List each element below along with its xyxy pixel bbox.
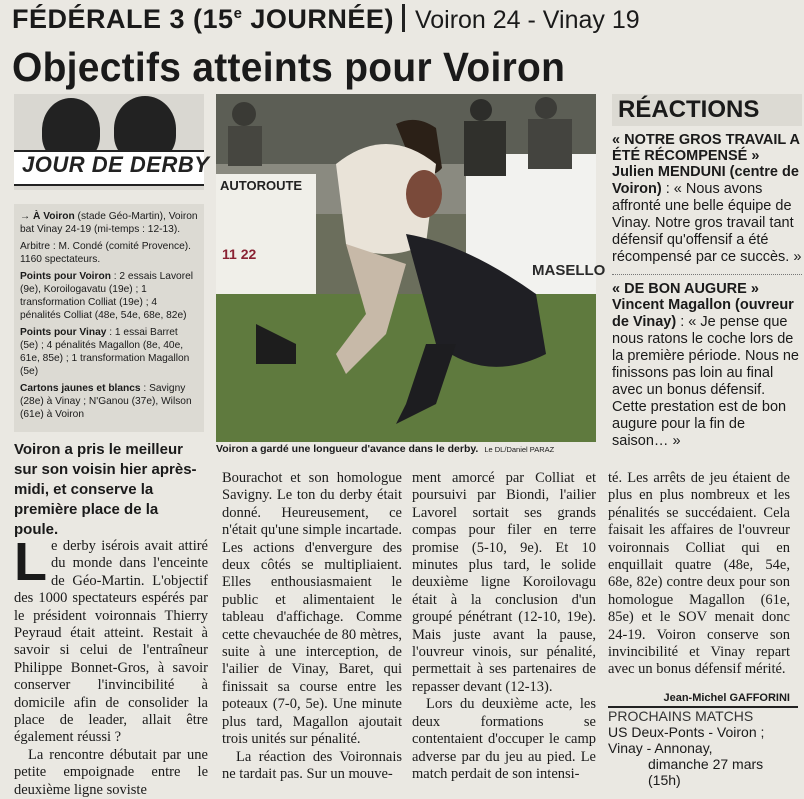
caption-text: Voiron a gardé une longueur d'avance dans le derby. xyxy=(216,443,479,455)
reaction-1-quote: « NOTRE GROS TRAVAIL A ÉTÉ RÉCOMPENSÉ » xyxy=(612,132,800,164)
derby-logo xyxy=(14,94,210,190)
paragraph: Lors du deuxième acte, les deux formations se contentaient d'occuper le camp adverse par du jeu au pied. Le match perdait de son intensi- xyxy=(412,696,596,782)
next-match-1: US Deux-Ponts - Voiron ; xyxy=(608,724,765,740)
points-voiron: Points pour Voiron : 2 essais Lavorel (9e), Koroilogavatu (19e) ; 1 transformation Colliat (19e) ; 4 pénalités Colliat (48e, 54e, 68e, 82e) xyxy=(20,271,194,321)
paragraph: Bourachot et son homologue Savigny. Le ton du derby était donné. Heureusement, ce n'était qu'une simple incartade. Les actions d'envergure des deux côtés se multipliaient. Elles enthousiasmaient le public et alimentaient le tableau d'affichage. Comme cette chevauchée de 80 mètres, suite à une interception, de l'ailier de Vinay, Baret, qui finissait sa course entre les poteaux (7-0, 5e). Une minute plus tard, Magallon ajoutait trois unités sur pénalité. xyxy=(222,470,402,748)
article-kicker xyxy=(12,4,802,44)
next-match-2: Vinay - Annonay, xyxy=(608,740,713,756)
spectators: 1160 spectateurs. xyxy=(20,254,101,265)
points-vinay: Points pour Vinay : 1 essai Barret (5e) ; 4 pénalités Magallon (8e, 40e, 61e, 85e) ; 1 transformation Magallon (5e) xyxy=(20,327,190,377)
author-signature: Jean-Michel GAFFORINI xyxy=(663,692,790,704)
drop-cap: L xyxy=(14,532,47,592)
reactions-box xyxy=(612,94,802,450)
match-info-box xyxy=(14,204,204,432)
reactions-divider xyxy=(612,274,802,275)
paragraph: La rencontre débutait par une petite empoignade entre le deuxième ligne soviste xyxy=(14,746,208,798)
match-photo xyxy=(216,94,606,442)
photo-caption xyxy=(216,443,596,455)
sponsor-sign-number: 11 22 xyxy=(222,246,257,262)
article-column-4 xyxy=(608,470,790,679)
sponsor-sign-autoroute: AUTOROUTE xyxy=(220,178,303,193)
competition-label: FÉDÉRALE 3 (15e JOURNÉE) xyxy=(12,4,394,34)
reactions-title: RÉACTIONS xyxy=(612,94,802,126)
paragraph: té. Les arrêts de jeu étaient de plus en plus nombreux et les pénalités se succédaient. Cela faisait les affaires de l'ouvreur voironnais Colliat qui en enquillait quatre (48e, 54e, 68e, 82e) contre deux pour son homologue Magallon (61e, 85e) et le SOV menait donc 24-19. Voiron conserve son invincibilité et Vinay repart avec un bonus défensif mérité. xyxy=(608,470,790,678)
reaction-2: Vincent Magallon (ouvreur de Vinay) : « Je pense que nous ratons le coche lors de la première période. Nous ne finissons pas loin au final avec un bonus défensif. Cette prestation est de bon augure pour la fin de saison… » xyxy=(612,297,799,449)
article-lead: Voiron a pris le meilleur sur son voisin hier après-midi, et conserve la première place de la poule. xyxy=(14,441,197,538)
next-match-date: dimanche 27 mars (15h) xyxy=(648,756,764,788)
kicker-divider xyxy=(402,4,405,32)
match-score-label: Voiron 24 - Vinay 19 xyxy=(414,6,640,34)
referee: Arbitre : M. Condé (comité Provence). xyxy=(20,241,191,252)
article-column-3 xyxy=(412,470,596,783)
photo-credit: Le DL/Daniel PARAZ xyxy=(484,445,555,454)
derby-logo-text: JOUR DE DERBY xyxy=(22,152,210,177)
article-column-1: Le derby isérois avait attiré du monde dans l'enceinte de Géo-Martin. L'objectif des 1000 spectateurs espérés par le président voironnais Thierry Peyraud était atteint. Restait à savoir si celui de l'entraîneur Philippe Bonnet-Gros, à savoir conserver l'invincibilité à domicile afin de consolider la place de leader, allait être également réussi ? La rencontre débutait par une petite empoignade entre le deuxième ligne soviste xyxy=(14,532,208,798)
paragraph: ment amorcé par Colliat et poursuivi par Biondi, l'ailier Lavorel sortait ses grands compas pour filer en terre promise (5-10, 9e). Et 10 minutes plus tard, le solide deuxième ligne Koroilovagu était à la conclusion d'un groupé pénétrant (12-10, 19e). Mais juste avant la pause, l'ouvreur vinois, sur pénalité, permettait à ses partenaires de repasser devant (12-13). xyxy=(412,470,596,695)
reaction-2-quote: « DE BON AUGURE » xyxy=(612,281,759,297)
reaction-1: Julien MENDUNI (centre de Voiron) : « Nous avons affronté une belle équipe de Vinay. Notre gros travail tant défensif qu'offensif a été récompensé par ce succès. » xyxy=(612,164,802,265)
sponsor-sign-masello: MASELLO xyxy=(532,262,606,279)
match-result: → À Voiron (stade Géo-Martin), Voiron bat Vinay 24-19 (mi-temps : 12-13). xyxy=(20,211,198,235)
headline: Objectifs atteints pour Voiron xyxy=(12,44,566,90)
next-matches-box xyxy=(608,706,798,788)
paragraph: La réaction des Voironnais ne tardait pas. Sur un mouve- xyxy=(222,748,402,782)
next-matches-title: PROCHAINS MATCHS xyxy=(608,708,754,724)
article-column-2 xyxy=(222,470,402,783)
cards: Cartons jaunes et blancs : Savigny (28e) à Vinay ; N'Ganou (37e), Wilson (61e) à Voiron xyxy=(20,383,192,420)
